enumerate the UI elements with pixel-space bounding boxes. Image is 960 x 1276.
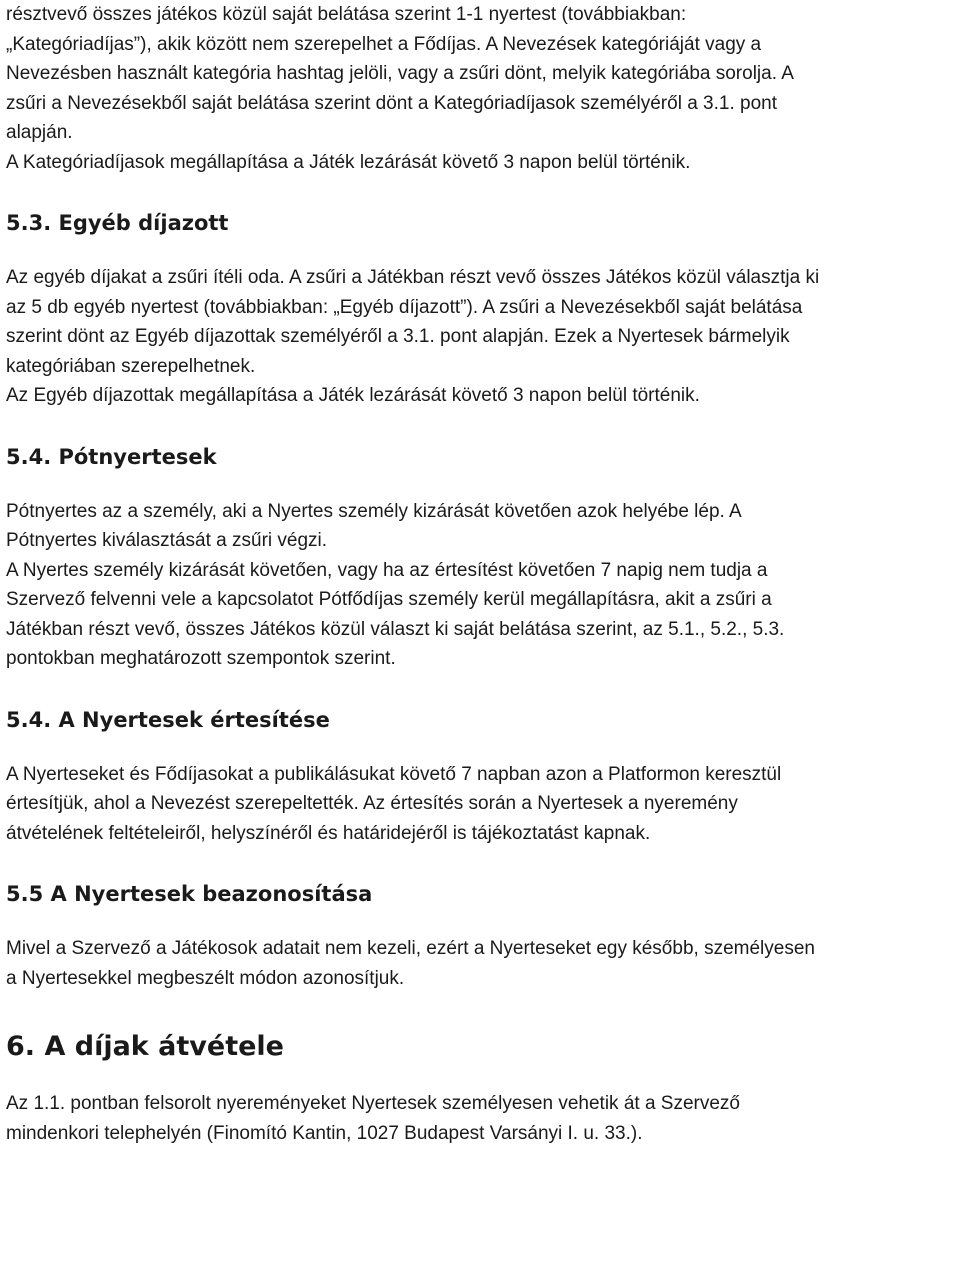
section-5-3 xyxy=(6,208,954,411)
text-line: Pótnyertes kiválasztását a zsűri végzi. xyxy=(6,530,328,551)
section-5-5 xyxy=(6,879,954,993)
text-line: mindenkori telephelyén (Finomító Kantin, 1027 Budapest Varsányi I. u. 33.). xyxy=(6,1122,643,1144)
text-line: átvételének feltételeiről, helyszínéről és határidejéről is tájékoztatást kapnak. xyxy=(6,822,651,844)
text-line: pontokban meghatározott szempontok szerint. xyxy=(6,648,396,669)
text-line: Pótnyertes az a személy, aki a Nyertes személy kizárását követően azok helyébe lép. A xyxy=(6,500,742,522)
text-line: „Kategóriadíjas”), akik között nem szerepelhet a Fődíjas. A Nevezések kategóriáját vagy a xyxy=(6,33,762,55)
section-heading: 5.5 A Nyertesek beazonosítása xyxy=(6,882,373,906)
text-line: az 5 db egyéb nyertest (továbbiakban: „Egyéb díjazott”). A zsűri a Nevezésekből saját belátása xyxy=(6,296,803,318)
text-line: Szervező felvenni vele a kapcsolatot Pótfődíjas személy kerül megállapításra, akit a zsűri a xyxy=(6,589,772,610)
section-heading: 5.4. A Nyertesek értesítése xyxy=(6,707,330,732)
text-line: Mivel a Szervező a Játékosok adatait nem kezeli, ezért a Nyerteseket egy később, személyesen xyxy=(6,938,815,959)
section-heading: 5.4. Pótnyertesek xyxy=(6,444,217,469)
text-line: Játékban részt vevő, összes Játékos közül választ ki saját belátása szerint, az 5.1., 5.2., 5.3. xyxy=(6,618,785,640)
text-line: Nevezésben használt kategória hashtag jelöli, vagy a zsűri dönt, melyik kategóriába sorolja. A xyxy=(6,63,794,84)
text-line: értesítjük, ahol a Nevezést szerepeltették. Az értesítés során a Nyertesek a nyeremény xyxy=(6,793,738,814)
text-line: szerint dönt az Egyéb díjazottak személyéről a 3.1. pont alapján. Ezek a Nyertesek bármelyik xyxy=(6,326,790,347)
text-line: alapján. xyxy=(6,122,73,143)
text-line: a Nyertesekkel megbeszélt módon azonosítjuk. xyxy=(6,967,405,989)
text-line: zsűri a Nevezésekből saját belátása szerint dönt a Kategóriadíjasok személyéről a 3.1. pont xyxy=(6,92,777,114)
intro-paragraph xyxy=(6,0,954,177)
text-line: kategóriában szerepelhetnek. xyxy=(6,355,256,377)
section-5-4-ertesites xyxy=(6,705,954,849)
section-heading: 5.3. Egyéb díjazott xyxy=(6,211,229,235)
text-line: Az Egyéb díjazottak megállapítása a Játék lezárását követő 3 napon belül történik. xyxy=(6,385,700,406)
section-6 xyxy=(6,1030,954,1148)
text-line: A Nyertes személy kizárását követően, vagy ha az értesítést követően 7 napig nem tudja a xyxy=(6,559,768,581)
document-page xyxy=(6,0,954,1148)
text-line: Az egyéb díjakat a zsűri ítéli oda. A zsűri a Játékban részt vevő összes Játékos közül választja ki xyxy=(6,267,820,288)
text-line: Az 1.1. pontban felsorolt nyereményeket Nyertesek személyesen vehetik át a Szervező xyxy=(6,1093,740,1114)
text-line: résztvevő összes játékos közül saját belátása szerint 1-1 nyertest (továbbiakban: xyxy=(6,4,687,25)
text-line: A Kategóriadíjasok megállapítása a Játék lezárását követő 3 napon belül történik. xyxy=(6,151,691,173)
chapter-heading: 6. A díjak átvétele xyxy=(6,1031,284,1062)
section-5-4-potnyertesek xyxy=(6,442,954,674)
text-line: A Nyerteseket és Fődíjasokat a publikálásukat követő 7 napban azon a Platformon keresztül xyxy=(6,763,782,785)
